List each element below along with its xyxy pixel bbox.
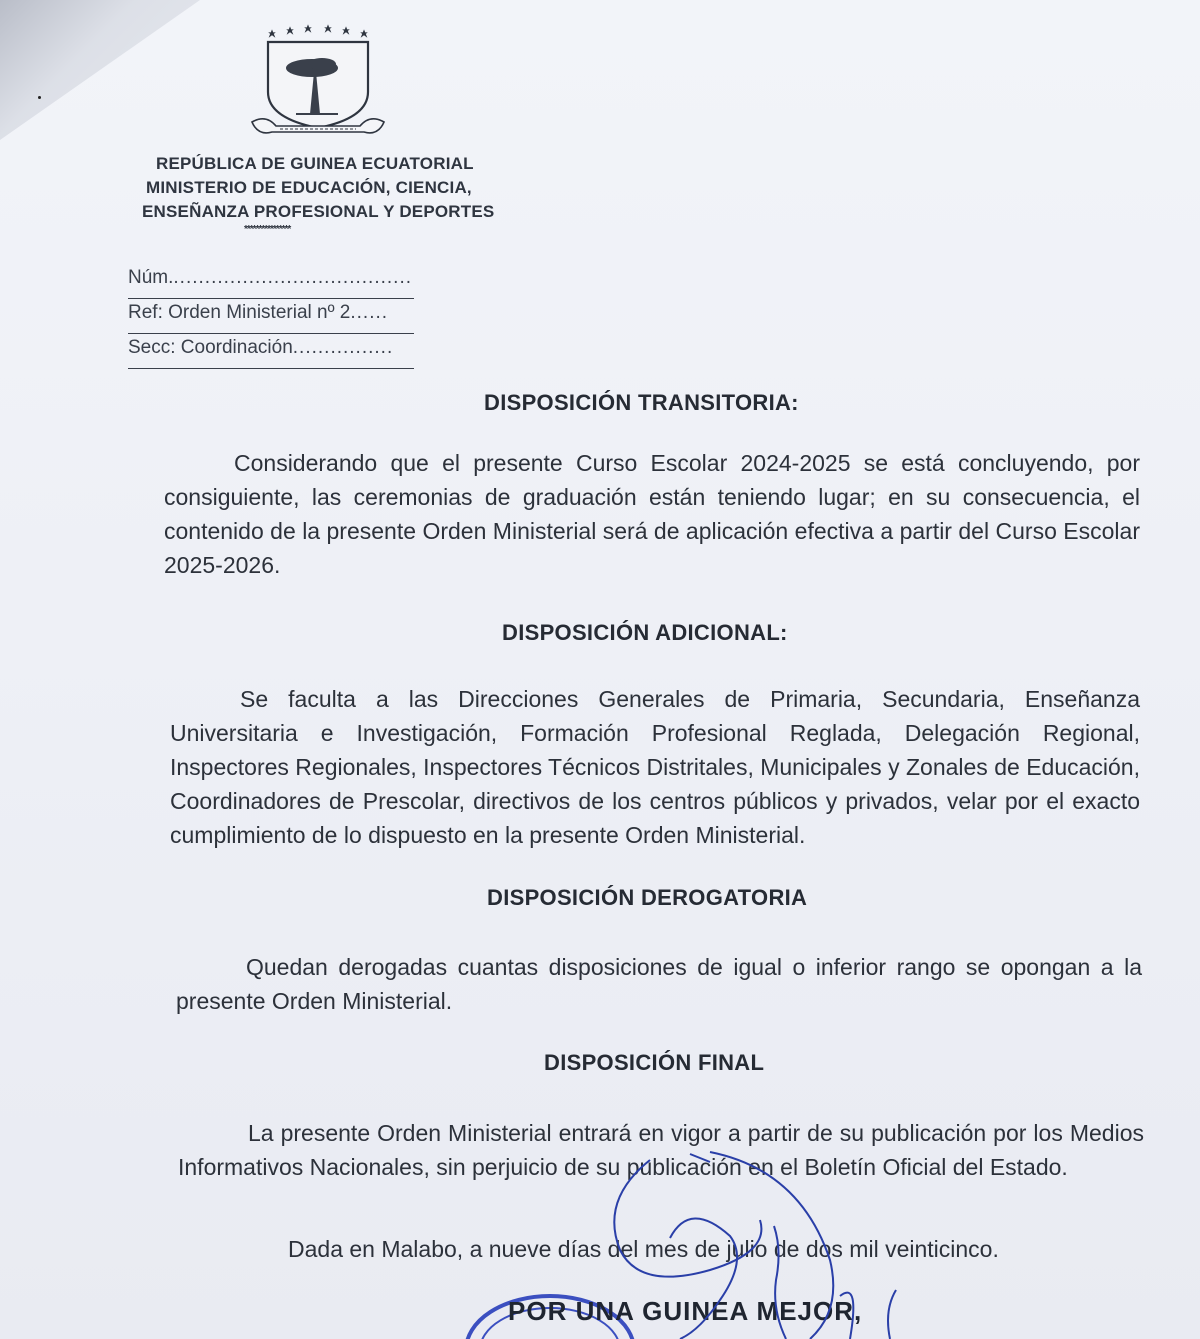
ref-orden-line <box>128 299 414 334</box>
paragraph-final: La presente Orden Ministerial entrará en vigor a partir de su publicación por los Medios Informativos Nacionales, sin perjuicio de su publicación en el Boletín Oficial del Estado. <box>178 1120 1144 1180</box>
date-line: Dada en Malabo, a nueve días del mes de julio de dos mil veinticinco. <box>288 1236 999 1262</box>
ref-orden-label: Ref: Orden Ministerial nº 2 <box>128 302 351 323</box>
heading-adicional: DISPOSICIÓN ADICIONAL: <box>502 620 788 645</box>
paragraph-transitoria: Considerando que el presente Curso Escolar 2024-2025 se está concluyendo, por consiguiente, las ceremonias de graduación están teniendo lugar; en su consecuencia, el contenido de la presente Orden Ministerial será de aplicación efectiva a partir del Curso Escolar 2025-2026. <box>164 450 1140 578</box>
folded-corner-shadow <box>0 0 200 140</box>
heading-final: DISPOSICIÓN FINAL <box>544 1050 765 1075</box>
heading-transitoria: DISPOSICIÓN TRANSITORIA: <box>484 390 799 415</box>
ink-dot <box>38 96 41 99</box>
ref-secc-dots: ................ <box>292 337 394 358</box>
header-stars: **************** <box>244 224 291 235</box>
ref-secc-label: Secc: Coordinación <box>128 337 293 358</box>
heading-derogatoria: DISPOSICIÓN DEROGATORIA <box>487 885 808 910</box>
header-ministry-cont: ENSEÑANZA PROFESIONAL Y DEPORTES <box>142 202 495 221</box>
header-ministry: MINISTERIO DE EDUCACIÓN, CIENCIA, <box>146 178 472 197</box>
closing-motto: POR UNA GUINEA MEJOR, <box>508 1296 863 1326</box>
reference-block <box>128 264 428 369</box>
paragraph-derogatoria: Quedan derogadas cuantas disposiciones de igual o inferior rango se opongan a la presente Orden Ministerial. <box>176 954 1142 1014</box>
ref-orden-dots: ...... <box>350 302 389 323</box>
ref-num-dots: ...................................... <box>173 267 413 288</box>
ministry-header <box>140 152 500 236</box>
header-country: REPÚBLICA DE GUINEA ECUATORIAL <box>156 154 474 173</box>
ref-secc-line <box>128 334 414 369</box>
ref-num-label: Núm. <box>128 267 174 288</box>
paragraph-adicional: Se faculta a las Direcciones Generales de Primaria, Secundaria, Enseñanza Universitaria e Investigación, Formación Profesional Reglada, Delegación Regional, Inspectores Regionales, Inspectores Técnicos Distritales, Municipales y Zonales de Educación, Coordinadores de Prescolar, directivos de los centros públicos y privados, velar por el exacto cumplimiento de lo dispuesto en la presente Orden Ministerial. <box>170 686 1140 848</box>
coat-of-arms-icon <box>246 22 390 142</box>
ref-num-line <box>128 264 414 299</box>
